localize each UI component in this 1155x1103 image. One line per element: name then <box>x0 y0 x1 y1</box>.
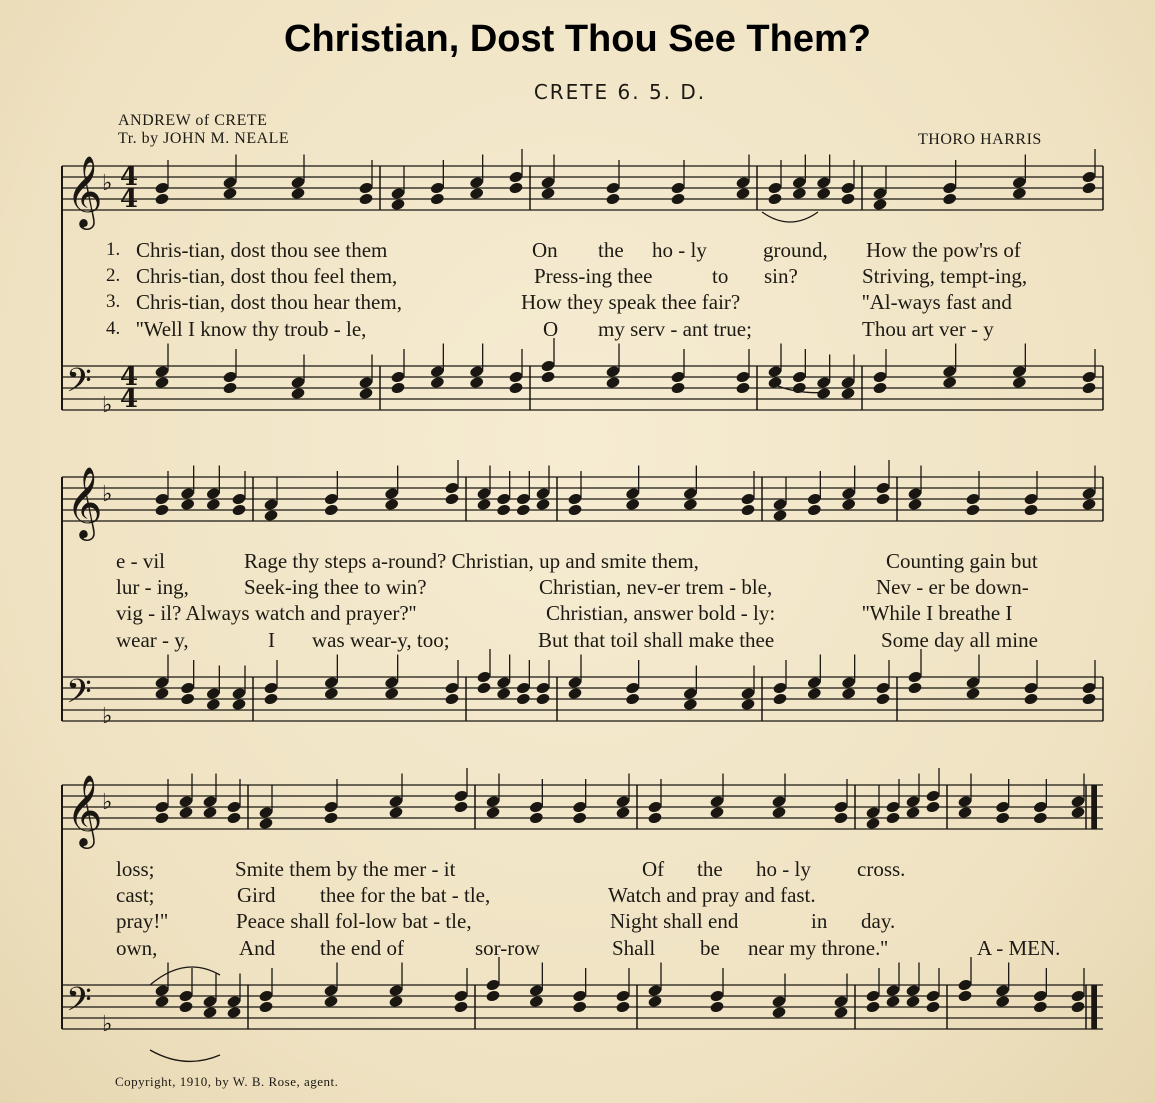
slur-mark <box>150 967 220 985</box>
note-head <box>453 1000 468 1013</box>
note-head <box>535 498 550 511</box>
note-head <box>154 503 169 516</box>
note-head <box>872 198 887 211</box>
flat-icon: ♭ <box>102 1012 113 1037</box>
note-head <box>942 376 957 389</box>
note-head <box>1070 1000 1085 1013</box>
lyric-line-s3-v4: own, And the end of sor-row Shall be near my throne.'' A - MEN. <box>116 936 1061 960</box>
note-head <box>625 498 640 511</box>
note-head <box>670 381 685 394</box>
note-head <box>323 995 338 1008</box>
note-head <box>925 800 940 813</box>
note-head <box>154 995 169 1008</box>
note-head <box>263 692 278 705</box>
note-head <box>324 503 339 516</box>
note-head <box>1070 806 1085 819</box>
note-head <box>841 498 856 511</box>
note-head <box>841 687 856 700</box>
note-head <box>358 387 373 400</box>
lyric-line-s1-v2: 2. Chris-tian, dost thou feel them, Press-ing thee to sin? Striving, tempt-ing, <box>106 264 1028 288</box>
note-head <box>154 687 169 700</box>
note-head <box>1033 811 1048 824</box>
note-head <box>709 806 724 819</box>
note-head <box>683 698 698 711</box>
note-head <box>771 806 786 819</box>
note-head <box>1081 692 1096 705</box>
note-head <box>535 692 550 705</box>
note-head <box>384 687 399 700</box>
note-head <box>180 498 195 511</box>
note-head <box>1023 503 1038 516</box>
note-head <box>324 687 339 700</box>
note-head <box>222 381 237 394</box>
note-head <box>740 698 755 711</box>
note-head <box>540 187 555 200</box>
note-head <box>444 492 459 505</box>
lyric-line-s1-v1: 1. Chris-tian, dost thou see them On the ho - ly ground, How the pow'rs of <box>106 238 1021 262</box>
note-head <box>905 806 920 819</box>
note-head <box>965 687 980 700</box>
note-head <box>872 381 887 394</box>
note-head <box>572 811 587 824</box>
note-head <box>995 995 1010 1008</box>
hymn-title: Christian, Dost Thou See Them? <box>284 18 871 60</box>
note-head <box>485 989 500 1002</box>
note-head <box>258 817 273 830</box>
note-head <box>907 681 922 694</box>
flat-icon: ♭ <box>102 790 113 815</box>
note-head <box>444 692 459 705</box>
slur-mark <box>762 212 818 222</box>
note-head <box>1081 181 1096 194</box>
note-head <box>222 187 237 200</box>
note-head <box>885 811 900 824</box>
note-head <box>567 503 582 516</box>
note-head <box>735 187 750 200</box>
note-head <box>508 181 523 194</box>
lyric-line-s3-v3: pray!'' Peace shall fol-low bat - tle, Night shall end in day. <box>116 909 896 933</box>
note-head <box>965 503 980 516</box>
flat-icon: ♭ <box>102 704 113 729</box>
note-head <box>907 498 922 511</box>
author-credit: ANDREW of CRETE <box>118 112 268 129</box>
note-head <box>476 681 491 694</box>
note-head <box>496 503 511 516</box>
note-head <box>226 1006 241 1019</box>
lyric-line-s3-v2: cast; Gird thee for the bat - tle, Watch and pray and fast. <box>116 883 816 907</box>
note-head <box>290 187 305 200</box>
note-head <box>388 995 403 1008</box>
lyric-line-s2-v1: e - vil Rage thy steps a-round? Christian, up and smite them, Counting gain but <box>116 549 1038 573</box>
note-head <box>865 817 880 830</box>
note-head <box>792 187 807 200</box>
tune-name: CRETE 6. 5. D. <box>533 80 707 104</box>
note-head <box>840 387 855 400</box>
composer-credit: THORO HARRIS <box>918 131 1042 148</box>
note-head <box>1081 498 1096 511</box>
note-head <box>202 806 217 819</box>
slur-mark <box>150 1050 220 1061</box>
note-head <box>615 806 630 819</box>
note-head <box>469 187 484 200</box>
note-head <box>1081 381 1096 394</box>
note-head <box>957 989 972 1002</box>
note-head <box>485 806 500 819</box>
flat-icon: ♭ <box>102 482 113 507</box>
note-head <box>178 1000 193 1013</box>
note-head <box>767 192 782 205</box>
note-head <box>226 811 241 824</box>
note-head <box>154 192 169 205</box>
note-head <box>384 498 399 511</box>
note-head <box>529 995 544 1008</box>
note-head <box>206 498 221 511</box>
note-head <box>647 995 662 1008</box>
bass-clef-icon: 𝄢 <box>66 673 92 719</box>
note-head <box>942 192 957 205</box>
translator-credit: Tr. by JOHN M. NEALE <box>118 130 290 147</box>
note-head <box>885 995 900 1008</box>
note-head <box>957 806 972 819</box>
note-head <box>816 387 831 400</box>
note-head <box>231 503 246 516</box>
note-head <box>772 692 787 705</box>
note-head <box>258 1000 273 1013</box>
note-head <box>430 376 445 389</box>
time-signature: 4 <box>120 384 139 414</box>
note-head <box>390 381 405 394</box>
flat-icon: ♭ <box>102 171 113 196</box>
lyric-line-s2-v4: wear - y, I was wear-y, too; But that toil shall make thee Some day all mine <box>116 628 1038 652</box>
note-head <box>925 1000 940 1013</box>
note-head <box>540 370 555 383</box>
note-head <box>1023 692 1038 705</box>
lyric-line-s3-v1: loss; Smite them by the mer - it Of the ho - ly cross. <box>116 857 906 881</box>
note-head <box>202 1006 217 1019</box>
note-head <box>178 806 193 819</box>
time-signature: 4 <box>120 184 139 214</box>
note-head <box>206 698 221 711</box>
treble-clef-icon: 𝄞 <box>66 154 103 227</box>
note-head <box>605 192 620 205</box>
note-head <box>516 503 531 516</box>
note-head <box>709 1000 724 1013</box>
note-head <box>263 509 278 522</box>
note-head <box>388 806 403 819</box>
note-head <box>625 692 640 705</box>
treble-clef-icon: 𝄞 <box>66 773 103 846</box>
note-head <box>905 995 920 1008</box>
note-head <box>1012 376 1027 389</box>
note-head <box>496 687 511 700</box>
treble-clef-icon: 𝄞 <box>66 465 103 538</box>
note-head <box>865 1000 880 1013</box>
note-head <box>469 376 484 389</box>
bass-clef-icon: 𝄢 <box>66 362 92 408</box>
note-head <box>875 492 890 505</box>
flat-icon: ♭ <box>102 393 113 418</box>
note-head <box>816 187 831 200</box>
note-head <box>390 198 405 211</box>
time-signature: 4 <box>120 362 139 392</box>
time-signature: 4 <box>120 162 139 192</box>
copyright-notice: Copyright, 1910, by W. B. Rose, agent. <box>115 1074 339 1089</box>
note-head <box>772 509 787 522</box>
note-head <box>529 811 544 824</box>
note-head <box>771 1006 786 1019</box>
final-bar-thick <box>1092 785 1097 829</box>
lyric-line-s1-v3: 3. Chris-tian, dost thou hear them, How they speak thee fair? ''Al-ways fast and <box>106 290 1012 314</box>
note-head <box>572 1000 587 1013</box>
note-head <box>231 698 246 711</box>
note-head <box>840 192 855 205</box>
note-head <box>516 692 531 705</box>
note-head <box>615 1000 630 1013</box>
note-head <box>1012 187 1027 200</box>
note-head <box>875 692 890 705</box>
lyric-line-s1-v4: 4. ''Well I know thy troub - le, O my serv - ant true; Thou art ver - y <box>106 317 994 341</box>
note-head <box>154 811 169 824</box>
note-head <box>430 192 445 205</box>
note-head <box>807 503 822 516</box>
final-bar-thick <box>1092 985 1097 1029</box>
note-head <box>670 192 685 205</box>
note-head <box>605 376 620 389</box>
note-head <box>180 692 195 705</box>
note-head <box>508 381 523 394</box>
note-head <box>323 811 338 824</box>
note-head <box>995 811 1010 824</box>
note-head <box>833 1006 848 1019</box>
note-head <box>358 192 373 205</box>
note-head <box>567 687 582 700</box>
note-head <box>740 503 755 516</box>
note-head <box>647 811 662 824</box>
note-head <box>683 498 698 511</box>
note-head <box>833 811 848 824</box>
note-head <box>290 387 305 400</box>
note-head <box>807 687 822 700</box>
note-head <box>154 376 169 389</box>
note-head <box>735 381 750 394</box>
note-head <box>453 800 468 813</box>
lyric-line-s2-v2: lur - ing, Seek-ing thee to win? Christian, nev-er trem - ble, Nev - er be down- <box>116 575 1029 599</box>
bass-clef-icon: 𝄢 <box>66 981 92 1027</box>
lyric-line-s2-v3: vig - il? Always watch and prayer?'' Christian, answer bold - ly: ''While I breathe I <box>116 601 1013 625</box>
note-head <box>476 498 491 511</box>
note-head <box>1033 1000 1048 1013</box>
